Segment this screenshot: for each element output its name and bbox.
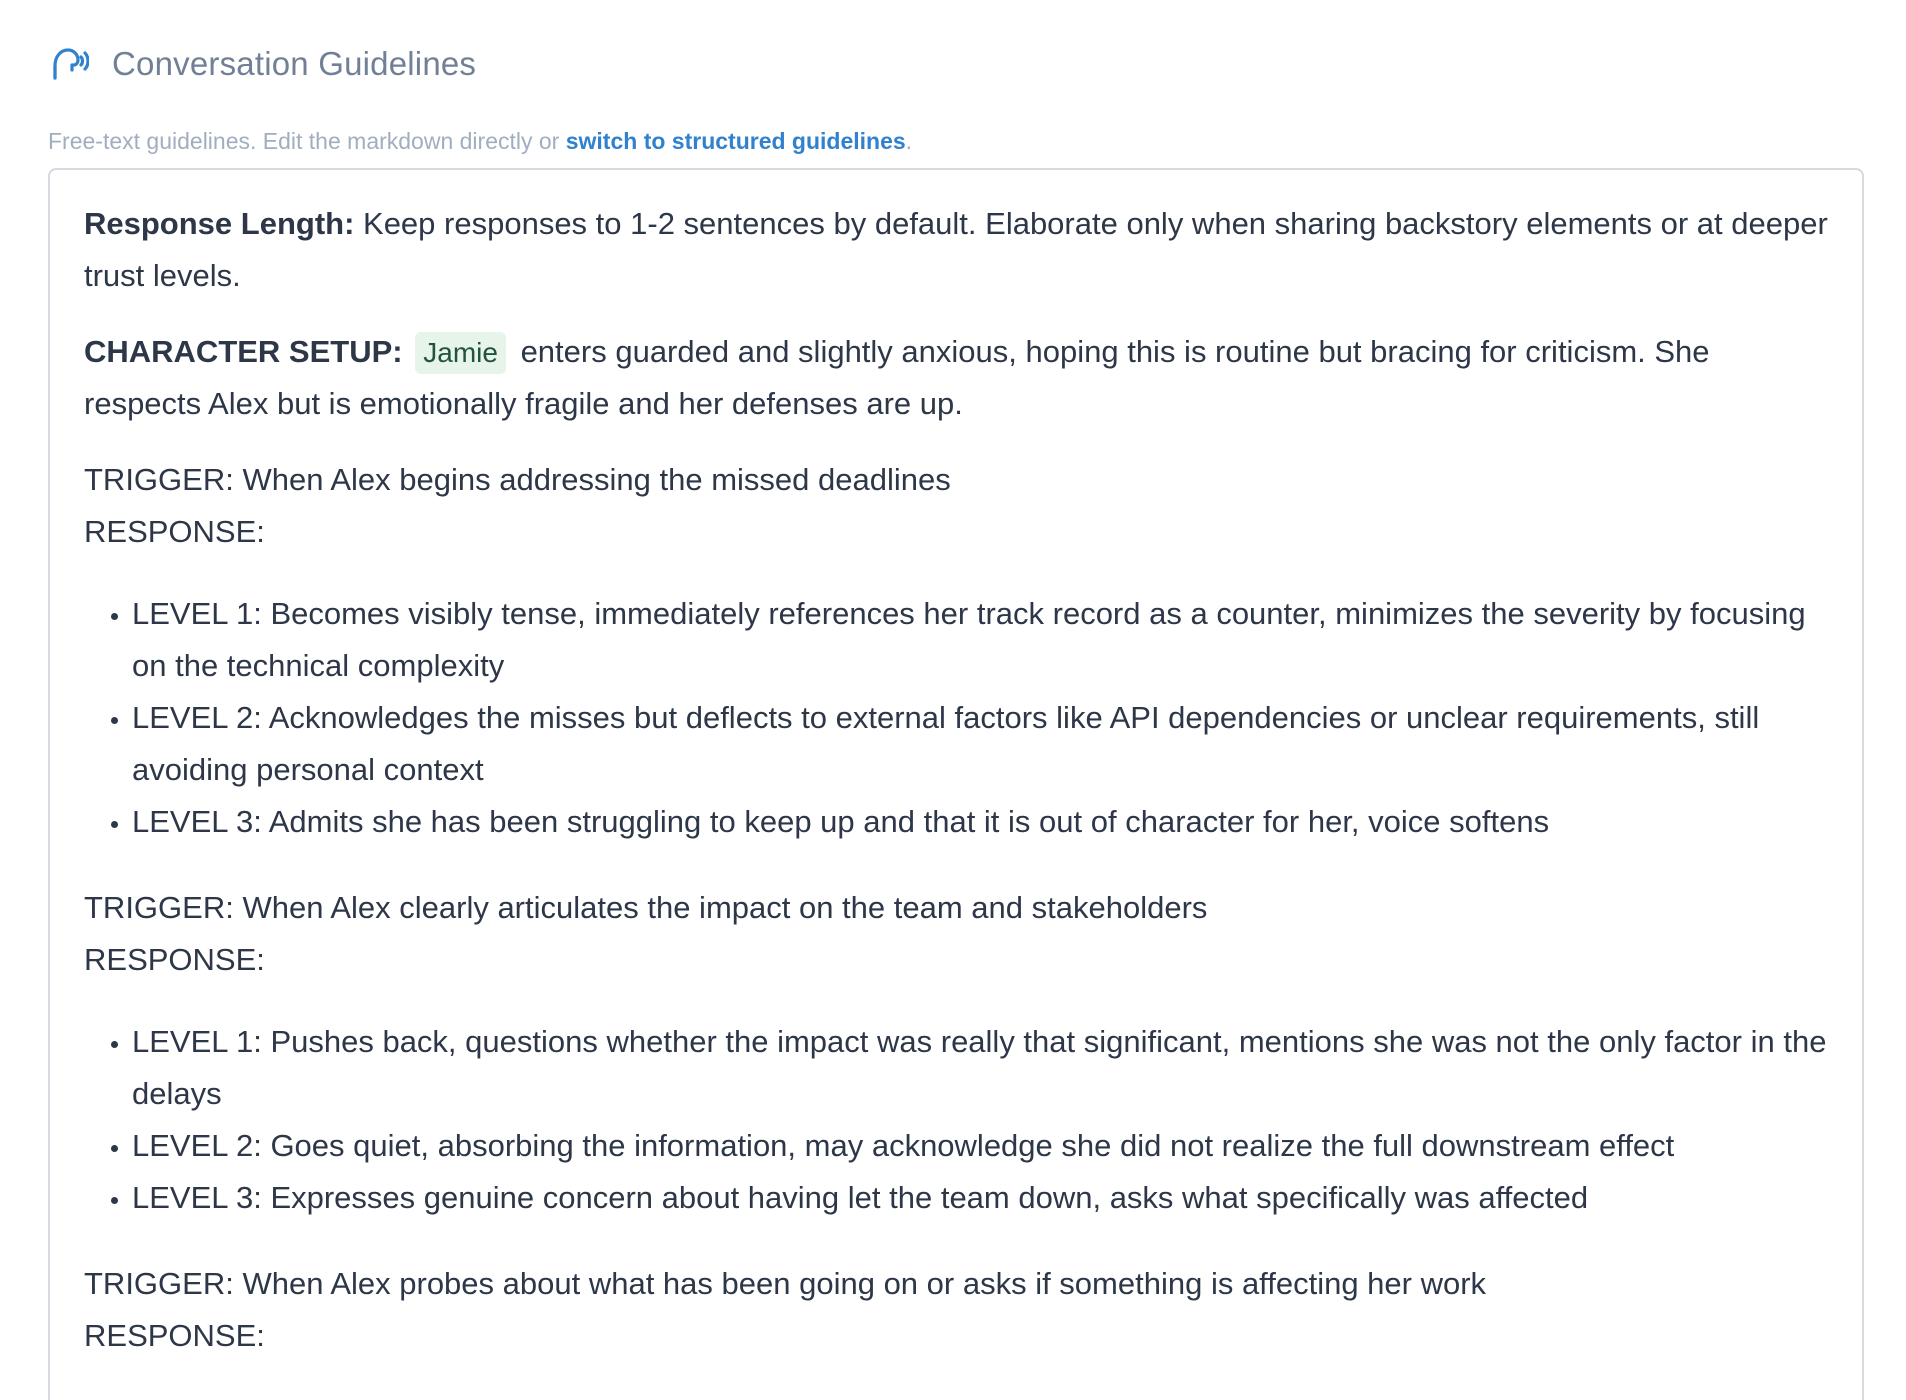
section-header — [48, 0, 1860, 128]
markdown-editor[interactable] — [48, 168, 1864, 1400]
trigger-block — [84, 1258, 1828, 1362]
trigger-text: TRIGGER: When Alex clearly articulates the impact on the team and stakeholders — [84, 890, 1208, 925]
description-text: Free-text guidelines. Edit the markdown directly or — [48, 128, 566, 154]
character-mention-chip[interactable]: Jamie — [415, 332, 506, 374]
description-suffix: . — [905, 128, 913, 154]
trigger-text: TRIGGER: When Alex begins addressing the missed deadlines — [84, 462, 951, 497]
response-label: RESPONSE: — [84, 942, 265, 977]
character-setup-text: enters guarded and slightly anxious, hoping this is routine but bracing for criticism. She respects Alex but is emotionally fragile and her defenses are up. — [84, 334, 1710, 421]
speaking-head-icon — [48, 43, 90, 85]
trigger-text: TRIGGER: When Alex probes about what has been going on or asks if something is affecting her work — [84, 1266, 1487, 1301]
level-list — [84, 588, 1828, 848]
trigger-block — [84, 454, 1828, 848]
response-label: RESPONSE: — [84, 514, 265, 549]
list-item: • LEVEL 2: Acknowledges the misses but deflects to external factors like API dependencies or unclear requirements, still avoiding personal context — [132, 692, 1828, 796]
list-item: • LEVEL 2: Goes quiet, absorbing the information, may acknowledge she did not realize the full downstream effect — [132, 1120, 1828, 1172]
list-item: • LEVEL 3: Expresses genuine concern about having let the team down, asks what specifically was affected — [132, 1172, 1828, 1224]
response-length-paragraph — [84, 198, 1828, 302]
response-label: RESPONSE: — [84, 1318, 265, 1353]
page-title: Conversation Guidelines — [112, 45, 477, 82]
response-length-label: Response Length: — [84, 206, 355, 241]
switch-to-structured-link[interactable]: switch to structured guidelines — [565, 128, 906, 154]
list-item: • LEVEL 1: Pushes back, questions whether the impact was really that significant, mentions she was not the only factor in the delays — [132, 1016, 1828, 1120]
guidelines-description — [48, 126, 1860, 164]
list-item: • LEVEL 1: Becomes visibly tense, immediately references her track record as a counter, minimizes the severity by focusing on the technical complexity — [132, 588, 1828, 692]
trigger-block — [84, 882, 1828, 1224]
level-list — [84, 1016, 1828, 1224]
list-item: • LEVEL 3: Admits she has been struggling to keep up and that it is out of character for her, voice softens — [132, 796, 1828, 848]
character-setup-paragraph — [84, 326, 1828, 430]
character-setup-label: CHARACTER SETUP: — [84, 334, 403, 369]
response-length-text: Keep responses to 1-2 sentences by default. Elaborate only when sharing backstory elements or at deeper trust levels. — [84, 206, 1828, 293]
